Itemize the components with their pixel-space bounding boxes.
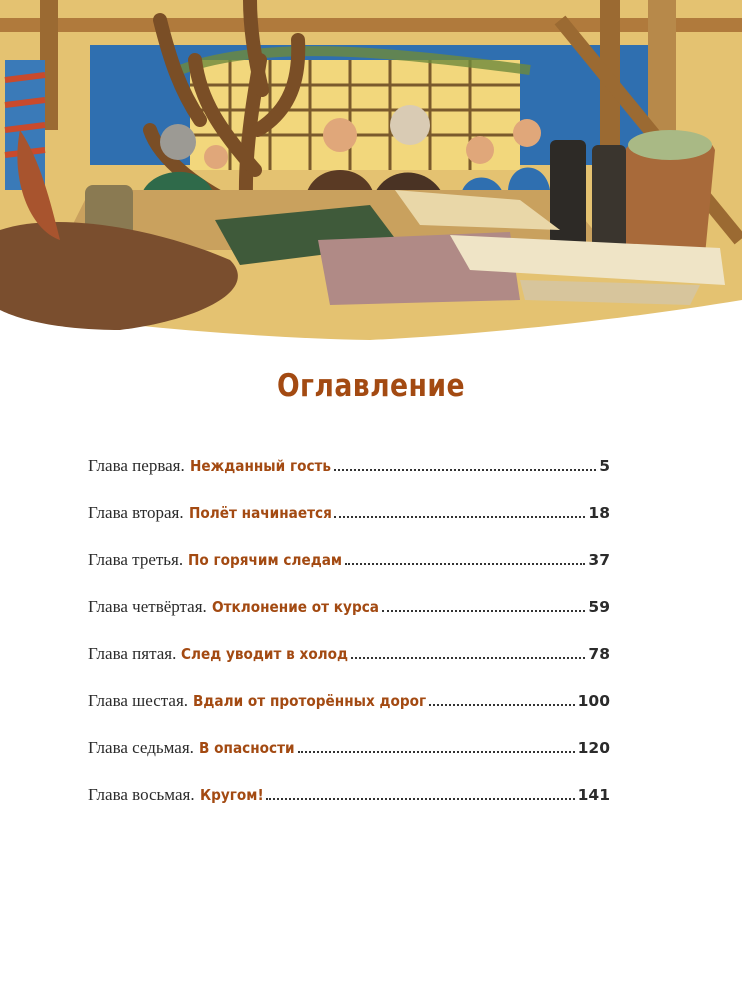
chapter-number: Глава вторая. (88, 503, 184, 522)
page-number: 59 (588, 598, 610, 616)
chapter-number: Глава первая. (88, 456, 185, 475)
chapter-number: Глава шестая. (88, 691, 189, 710)
dot-leader (334, 516, 585, 518)
toc-entry[interactable] (88, 550, 610, 597)
table-of-contents (88, 456, 610, 832)
toc-entry[interactable] (88, 456, 610, 503)
dot-leader (266, 798, 574, 800)
chapter-number: Глава пятая. (88, 644, 177, 663)
chapter-number: Глава восьмая. (88, 785, 195, 804)
toc-entry[interactable] (88, 644, 610, 691)
chapter-title: Вдали от проторённых дорог (193, 692, 427, 710)
page-number: 37 (588, 551, 610, 569)
toc-entry[interactable] (88, 597, 610, 644)
page-number: 78 (588, 645, 610, 663)
chapter-title: В опасности (198, 739, 295, 757)
chapter-title: Нежданный гость (189, 457, 331, 475)
chapter-number: Глава четвёртая. (88, 597, 207, 616)
page-number: 5 (599, 457, 610, 475)
chapter-number: Глава третья. (88, 550, 184, 569)
page-number: 141 (577, 786, 610, 804)
page-number: 18 (588, 504, 610, 522)
page-number: 120 (577, 739, 610, 757)
toc-heading: Оглавление (276, 368, 466, 404)
page-number: 100 (577, 692, 610, 710)
dot-leader (345, 563, 585, 565)
toc-entry[interactable] (88, 738, 610, 785)
dot-leader (298, 751, 575, 753)
toc-entry[interactable] (88, 503, 610, 550)
chapter-title: Полёт начинается (188, 504, 332, 522)
chapter-title: По горячим следам (188, 551, 343, 569)
chapter-title: Кругом! (199, 786, 264, 804)
chapter-number: Глава седьмая. (88, 738, 194, 757)
cabin-interior-illustration (0, 0, 742, 345)
toc-entry[interactable] (88, 691, 610, 738)
dot-leader (429, 704, 574, 706)
toc-entry[interactable] (88, 785, 610, 832)
dot-leader (334, 469, 596, 471)
dot-leader (382, 610, 586, 612)
dot-leader (351, 657, 585, 659)
chapter-title: Отклонение от курса (211, 598, 379, 616)
chapter-title: След уводит в холод (181, 645, 349, 663)
